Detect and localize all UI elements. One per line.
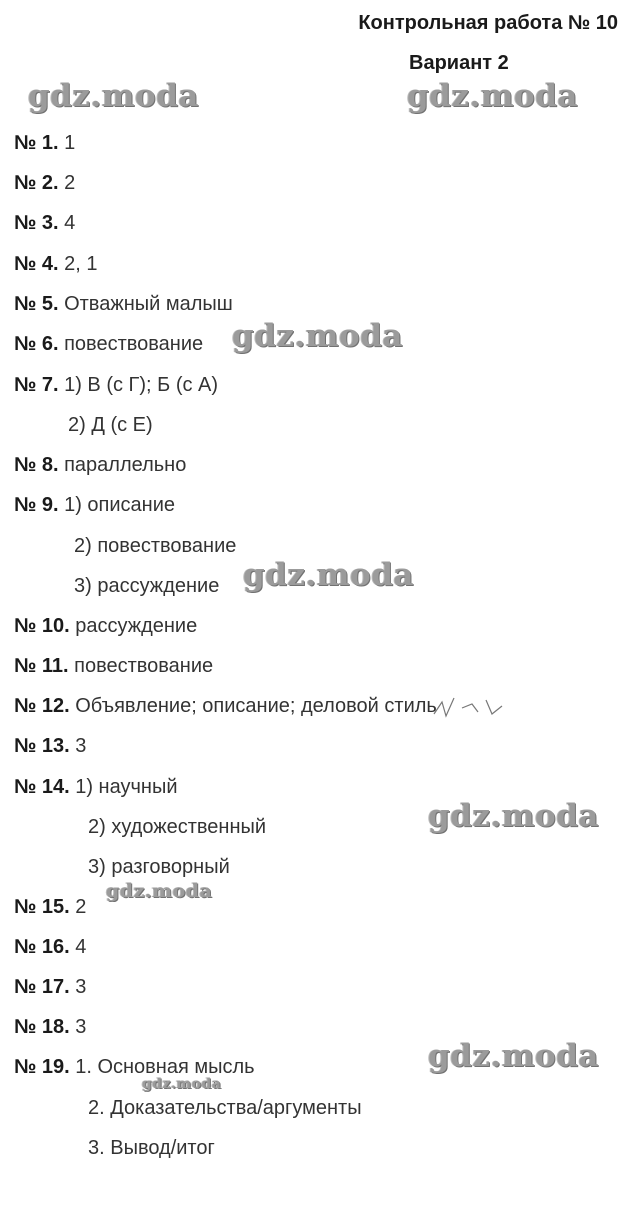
page-title: Контрольная работа № 10 <box>358 12 618 34</box>
answer-6 <box>14 332 203 356</box>
answer-14-line-3: 3) разговорный <box>88 856 230 878</box>
variant-label: Вариант 2 <box>409 52 509 74</box>
answer-12 <box>14 694 437 718</box>
watermark-logo: gdz.moda <box>142 1076 222 1092</box>
answer-19-line-2: 2. Доказательства/аргументы <box>88 1097 362 1119</box>
answer-number: № 18. <box>14 1016 70 1038</box>
answer-number: № 14. <box>14 776 70 798</box>
answer-text: рассуждение <box>75 615 198 637</box>
answer-text: 2 <box>64 172 76 194</box>
answer-15 <box>14 895 86 919</box>
answer-text: 3 <box>75 976 87 998</box>
answer-2 <box>14 171 75 195</box>
answer-9-line-3: 3) рассуждение <box>74 575 220 597</box>
answer-17 <box>14 975 86 999</box>
answer-number: № 19. <box>14 1056 70 1078</box>
answer-19-line-3: 3. Вывод/итог <box>88 1137 215 1159</box>
answer-number: № 16. <box>14 936 70 958</box>
answer-text: 1. Основная мысль <box>75 1056 255 1078</box>
answer-number: № 1. <box>14 132 59 154</box>
answer-18 <box>14 1015 86 1039</box>
answer-7 <box>14 373 218 397</box>
watermark-logo: gdz.moda <box>106 880 213 902</box>
answer-number: № 17. <box>14 976 70 998</box>
answer-text: повествование <box>74 655 214 677</box>
answer-10 <box>14 614 197 638</box>
answer-4 <box>14 252 97 276</box>
watermark-logo: gdz.moda <box>428 1038 599 1074</box>
answer-16 <box>14 935 86 959</box>
answer-number: № 13. <box>14 735 70 757</box>
answer-text: 4 <box>64 212 76 234</box>
answer-number: № 7. <box>14 374 59 396</box>
answer-number: № 8. <box>14 454 59 476</box>
answer-13 <box>14 734 86 758</box>
answer-number: № 12. <box>14 695 70 717</box>
answer-text: 2 <box>75 896 87 918</box>
watermark-logo: gdz.moda <box>407 78 578 114</box>
answer-text: 1) В (с Г); Б (с А) <box>64 374 219 396</box>
answer-1 <box>14 131 75 155</box>
answer-number: № 9. <box>14 494 59 516</box>
answer-8 <box>14 453 186 477</box>
answer-number: № 5. <box>14 293 59 315</box>
answer-7-line-2: 2) Д (с Е) <box>68 414 153 436</box>
answer-text: 3 <box>75 1016 87 1038</box>
answer-5 <box>14 292 233 316</box>
answer-text: Объявление; описание; деловой стиль <box>75 695 437 717</box>
answer-number: № 10. <box>14 615 70 637</box>
watermark-logo: gdz.moda <box>428 798 599 834</box>
answer-number: № 3. <box>14 212 59 234</box>
answer-text: 1) научный <box>75 776 178 798</box>
pencil-scribble <box>432 690 512 724</box>
watermark-logo: gdz.moda <box>28 78 199 114</box>
watermark-logo: gdz.moda <box>232 318 403 354</box>
answer-text: повествование <box>64 333 204 355</box>
answer-text: 4 <box>75 936 87 958</box>
answer-14-line-2: 2) художественный <box>88 816 267 838</box>
answer-number: № 2. <box>14 172 59 194</box>
answer-text: 1 <box>64 132 76 154</box>
answer-text: 1) описание <box>64 494 176 516</box>
answer-number: № 4. <box>14 253 59 275</box>
answer-11 <box>14 654 213 678</box>
answer-number: № 11. <box>14 655 69 677</box>
answer-text: 2, 1 <box>64 253 98 275</box>
answer-text: параллельно <box>64 454 187 476</box>
answer-text: 3 <box>75 735 87 757</box>
answer-9-line-2: 2) повествование <box>74 535 237 557</box>
answer-9 <box>14 493 175 517</box>
answer-number: № 15. <box>14 896 70 918</box>
answer-number: № 6. <box>14 333 59 355</box>
answer-3 <box>14 211 75 235</box>
answer-14 <box>14 775 178 799</box>
watermark-logo: gdz.moda <box>243 557 414 593</box>
answer-text: Отважный малыш <box>64 293 233 315</box>
